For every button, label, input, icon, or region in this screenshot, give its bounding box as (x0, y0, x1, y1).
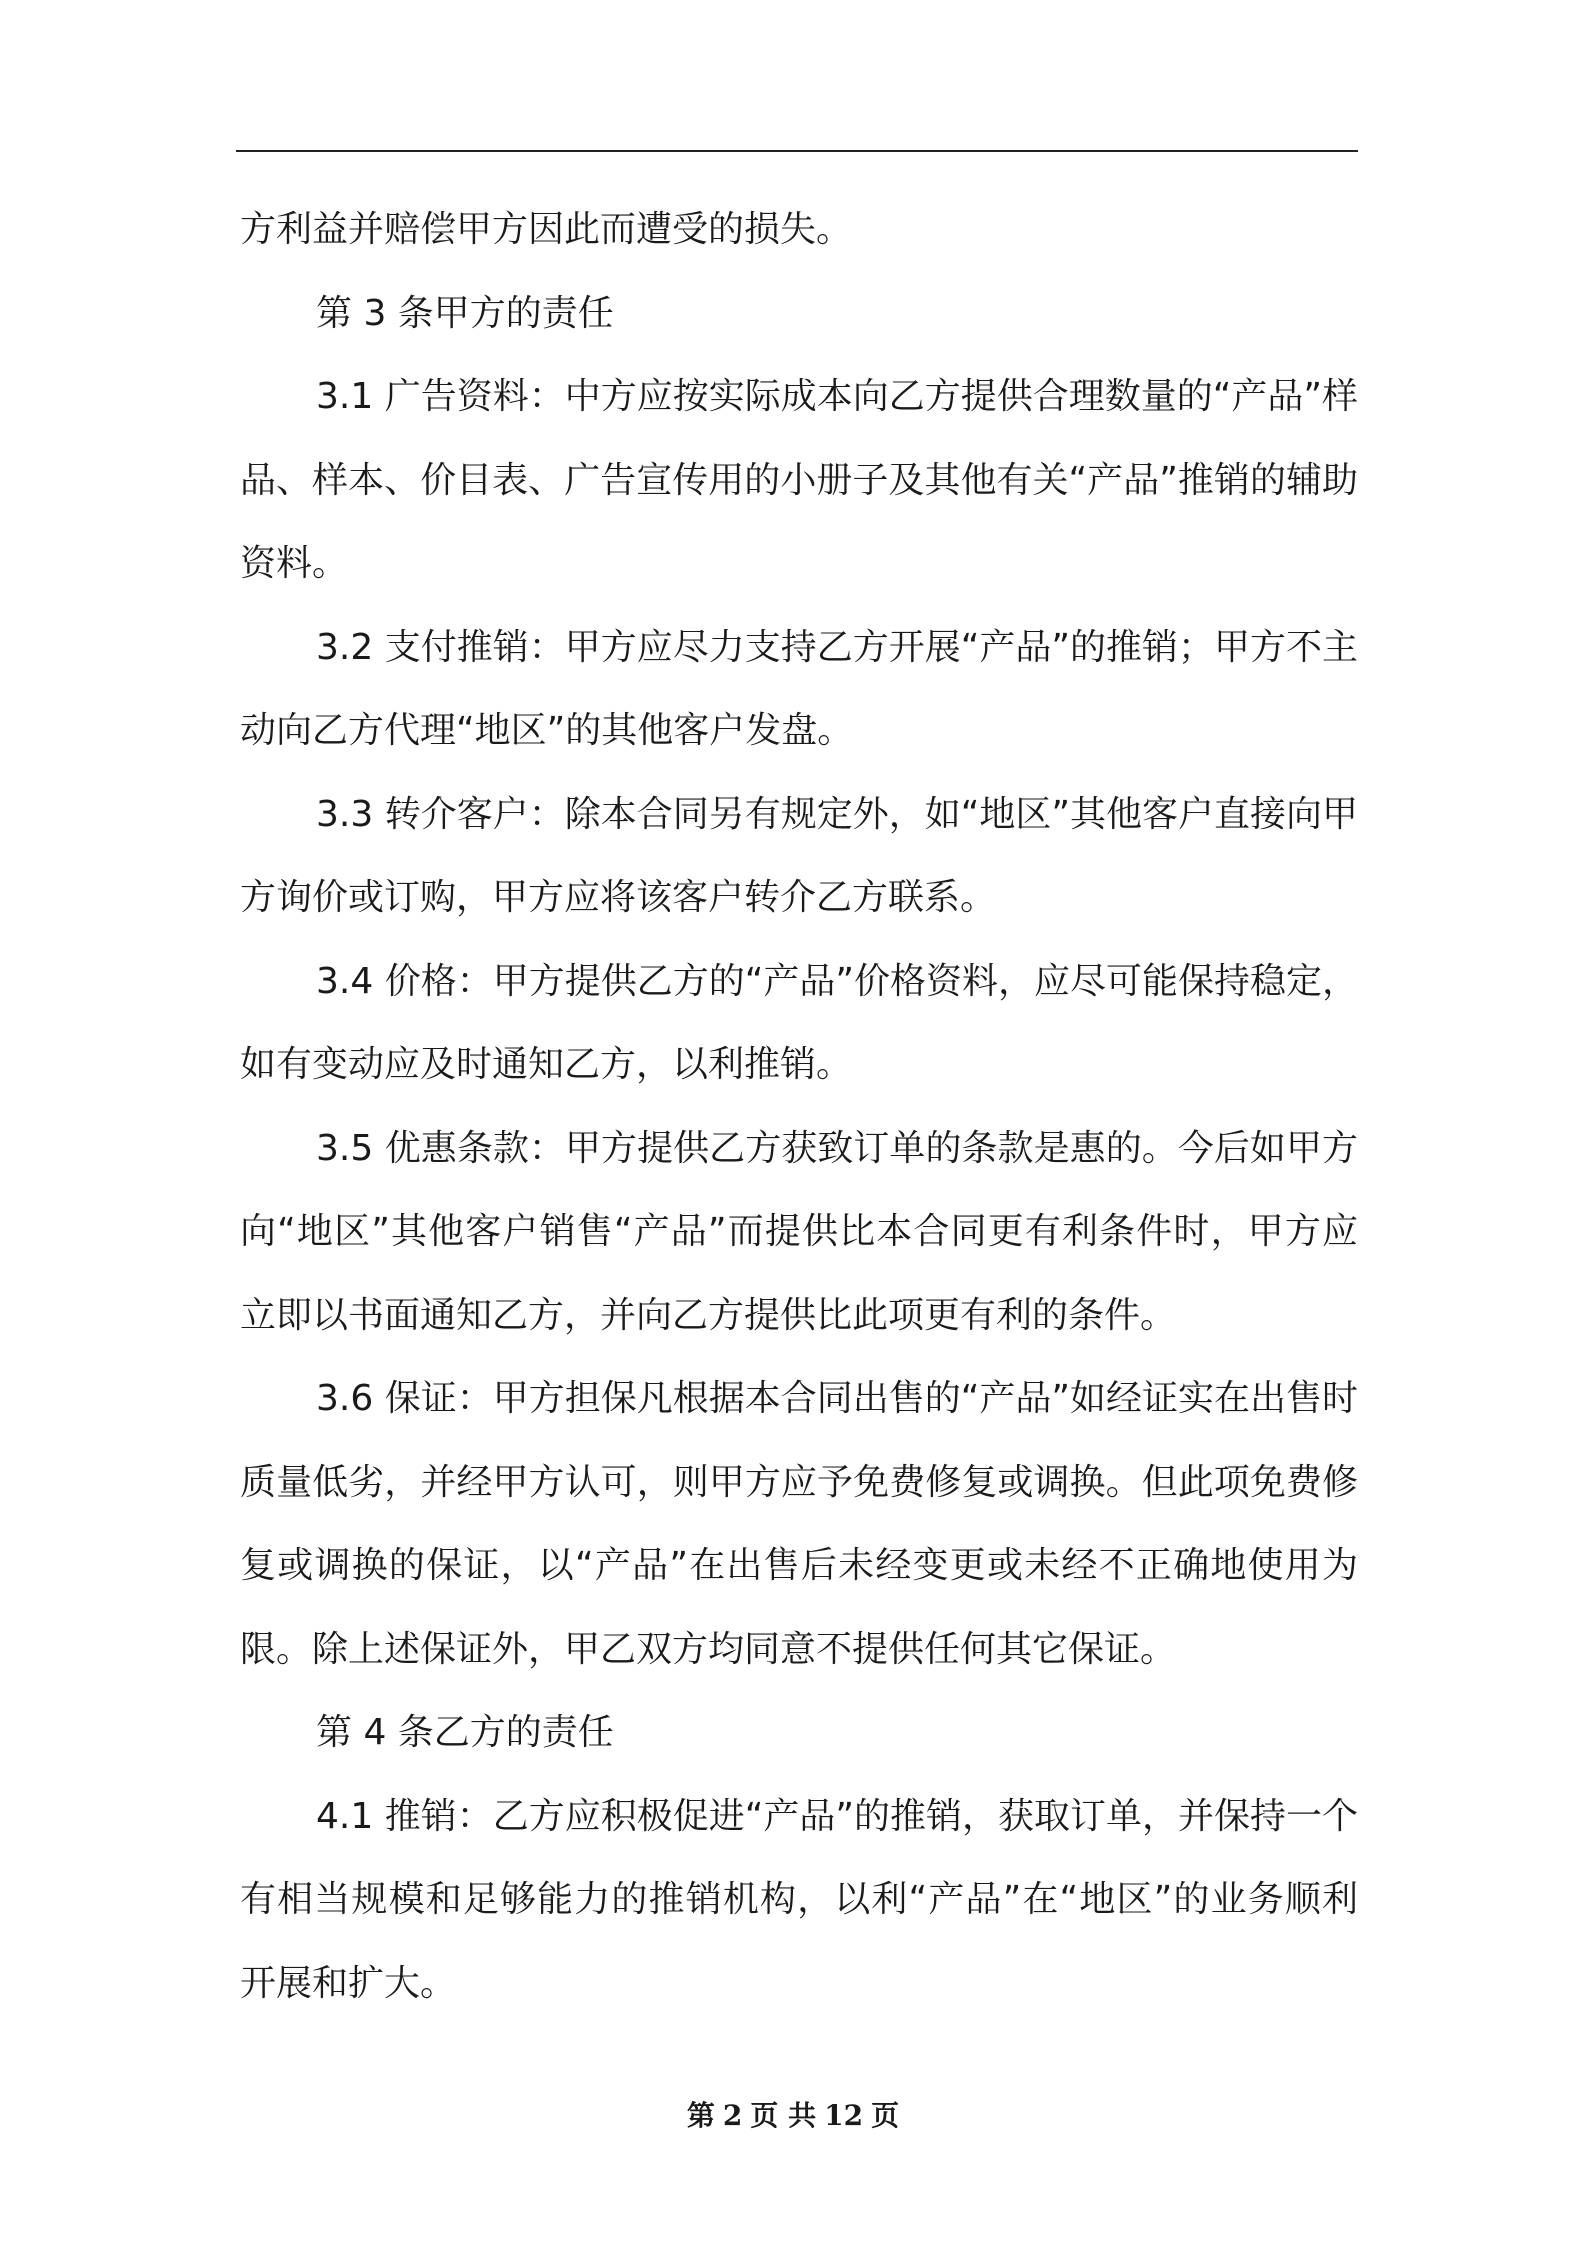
header-rule (236, 150, 1358, 152)
section-heading-article-3: 第 3 条甲方的责任 (316, 292, 614, 334)
paragraph-continuation: 方利益并赔偿甲方因此而遭受的损失。 (240, 209, 853, 250)
paragraph-3-4: 3.4 价格：甲方提供乙方的“产品”价格资料，应尽可能保持稳定，如有变动应及时通知乙方，以利推销。 (240, 960, 1358, 1085)
footer-total-pages: 12 (824, 2099, 864, 2132)
footer-prefix: 第 (686, 2099, 715, 2132)
page-number-footer (0, 2096, 1586, 2136)
footer-middle: 页 共 (750, 2099, 817, 2132)
paragraph-3-1: 3.1 广告资料：中方应按实际成本向乙方提供合理数量的“产品”样品、样本、价目表、广告宣传用的小册子及其他有关“产品”推销的辅助资料。 (240, 376, 1358, 584)
paragraph-3-6: 3.6 保证：甲方担保凡根据本合同出售的“产品”如经证实在出售时质量低劣，并经甲方认可，则甲方应予免费修复或调换。但此项免费修复或调换的保证，以“产品”在出售后未经变更或未经不正确地使用为限。除上述保证外，甲乙双方均同意不提供任何其它保证。 (240, 1378, 1358, 1670)
paragraph-3-5: 3.5 优惠条款：甲方提供乙方获致订单的条款是惠的。今后如甲方向“地区”其他客户销售“产品”而提供比本合同更有利条件时，甲方应立即以书面通知乙方，并向乙方提供比此项更有利的条件。 (240, 1127, 1358, 1336)
document-body (240, 188, 1358, 2025)
section-heading-article-4: 第 4 条乙方的责任 (316, 1712, 614, 1753)
footer-page-number: 2 (722, 2099, 743, 2132)
paragraph-3-2: 3.2 支付推销：甲方应尽力支持乙方开展“产品”的推销；甲方不主动向乙方代理“地区”的其他客户发盘。 (240, 626, 1358, 751)
paragraph-4-1: 4.1 推销：乙方应积极促进“产品”的推销，获取订单，并保持一个有相当规模和足够能力的推销机构，以利“产品”在“地区”的业务顺利开展和扩大。 (240, 1795, 1358, 2004)
footer-suffix: 页 (871, 2099, 900, 2132)
paragraph-3-3: 3.3 转介客户：除本合同另有规定外，如“地区”其他客户直接向甲方询价或订购，甲方应将该客户转介乙方联系。 (240, 793, 1358, 918)
